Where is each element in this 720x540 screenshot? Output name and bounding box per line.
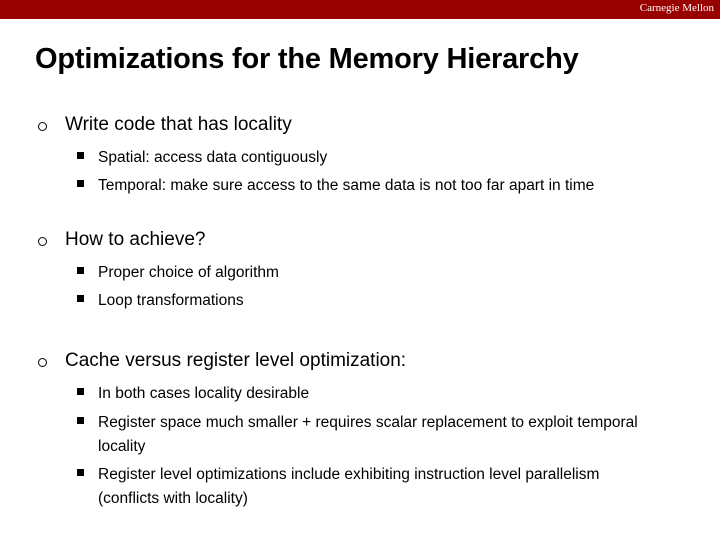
hollow-circle-bullet-icon [38,358,47,367]
square-bullet-icon [77,180,84,187]
header-bar [0,0,720,19]
section-heading: Cache versus register level optimization: [65,350,407,371]
bullet-text: Proper choice of algorithm [98,264,279,281]
section-heading: How to achieve? [65,229,206,250]
section-3 [38,350,407,371]
square-bullet-icon [77,469,84,476]
bullet-text: Loop transformations [98,292,244,309]
hollow-circle-bullet-icon [38,237,47,246]
square-bullet-icon [77,295,84,302]
bullet-text: Temporal: make sure access to the same data is not too far apart in time [98,177,595,194]
square-bullet-icon [77,388,84,395]
square-bullet-icon [77,417,84,424]
section-heading: Write code that has locality [65,114,292,135]
section-1 [38,114,292,135]
square-bullet-icon [77,267,84,274]
square-bullet-icon [77,152,84,159]
section-2 [38,229,206,250]
hollow-circle-bullet-icon [38,122,47,131]
bullet-text: In both cases locality desirable [98,385,310,402]
bullet-text: Register level optimizations include exhibiting instruction level parallelism (conflicts with locality) [98,466,600,507]
brand-label: Carnegie Mellon [639,2,714,14]
slide-title: Optimizations for the Memory Hierarchy [35,43,579,75]
bullet-text: Register space much smaller + requires scalar replacement to exploit temporal locality [98,414,638,455]
bullet-text: Spatial: access data contiguously [98,149,328,166]
